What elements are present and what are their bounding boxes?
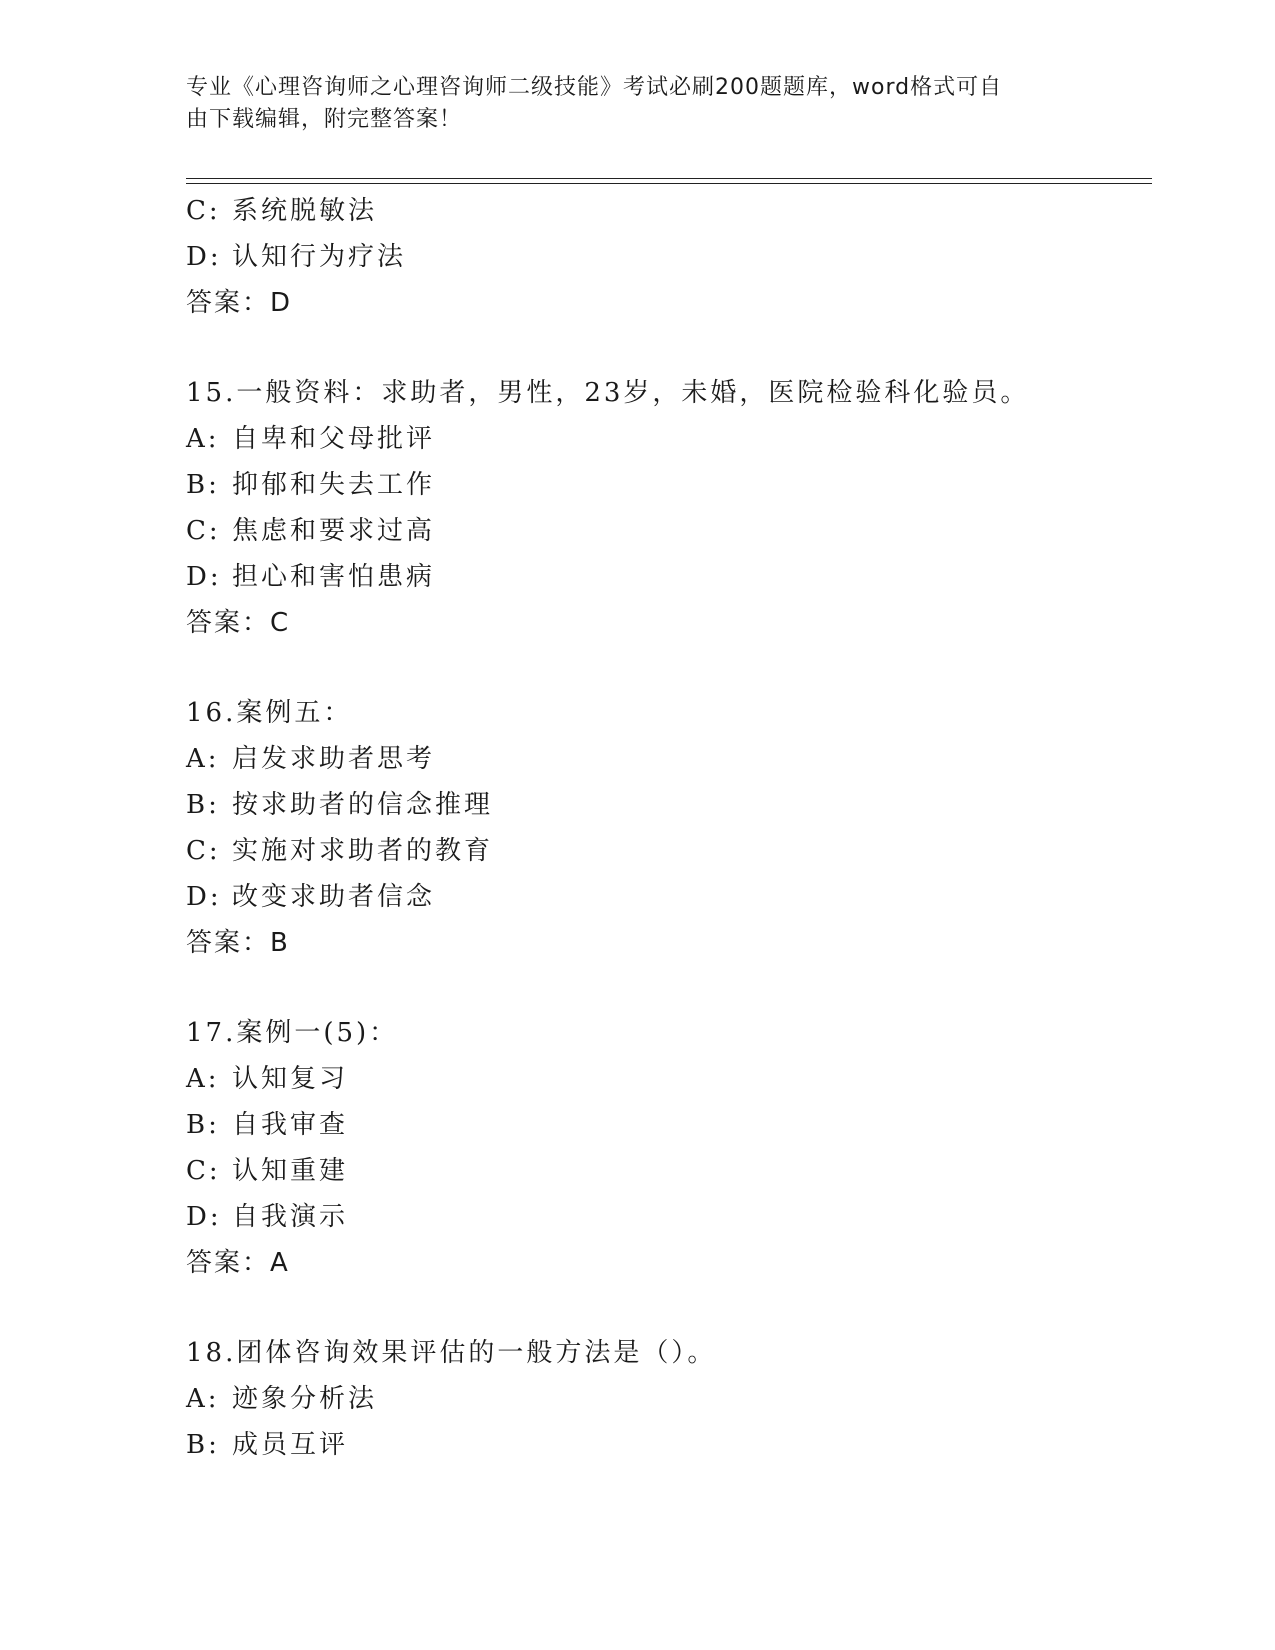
option-letter: A: xyxy=(186,744,220,774)
option-b xyxy=(186,462,1146,508)
question-15 xyxy=(186,370,1146,646)
question-16 xyxy=(186,690,1146,966)
header-line-1: 专业《心理咨询师之心理咨询师二级技能》考试必刷200题题库，word格式可自 xyxy=(186,75,1003,100)
option-text: 迹象分析法 xyxy=(232,1384,378,1414)
option-b xyxy=(186,782,1146,828)
option-d xyxy=(186,1194,1146,1240)
option-letter: B: xyxy=(186,1430,220,1460)
answer-line: 答案：D xyxy=(186,288,293,318)
option-text: 自我审查 xyxy=(232,1110,349,1140)
option-text: 认知复习 xyxy=(232,1064,349,1094)
option-letter: D: xyxy=(186,562,222,592)
option-text: 系统脱敏法 xyxy=(232,196,378,226)
option-d xyxy=(186,554,1146,600)
answer-line: 答案：A xyxy=(186,1248,290,1278)
option-letter: C: xyxy=(186,836,221,866)
spacer xyxy=(186,966,1146,1010)
answer-line: 答案：C xyxy=(186,608,291,638)
option-letter: C: xyxy=(186,516,221,546)
option-text: 认知重建 xyxy=(232,1156,349,1186)
option-a xyxy=(186,416,1146,462)
option-letter: B: xyxy=(186,470,220,500)
option-text: 成员互评 xyxy=(232,1430,349,1460)
question-stem: 16.案例五： xyxy=(186,698,353,728)
option-letter: D: xyxy=(186,1202,222,1232)
document-header xyxy=(186,72,1066,136)
question-18 xyxy=(186,1330,1146,1468)
option-text: 焦虑和要求过高 xyxy=(232,516,436,546)
option-text: 改变求助者信念 xyxy=(232,882,436,912)
option-a xyxy=(186,1376,1146,1422)
option-letter: A: xyxy=(186,424,220,454)
option-text: 按求助者的信念推理 xyxy=(232,790,494,820)
option-text: 抑郁和失去工作 xyxy=(232,470,436,500)
question-stem: 18.团体咨询效果评估的一般方法是（）。 xyxy=(186,1338,717,1368)
option-letter: D: xyxy=(186,242,222,272)
option-c xyxy=(186,508,1146,554)
option-b xyxy=(186,1422,1146,1468)
header-divider-bottom xyxy=(186,183,1152,184)
question-list xyxy=(186,188,1146,1468)
question-stem: 15.一般资料：求助者，男性，23岁，未婚，医院检验科化验员。 xyxy=(186,378,1030,408)
option-c xyxy=(186,828,1146,874)
header-divider-top xyxy=(186,178,1152,179)
option-a xyxy=(186,1056,1146,1102)
option-letter: A: xyxy=(186,1064,220,1094)
option-letter: C: xyxy=(186,196,221,226)
option-c xyxy=(186,188,1146,234)
option-d xyxy=(186,874,1146,920)
spacer xyxy=(186,646,1146,690)
option-text: 自卑和父母批评 xyxy=(232,424,436,454)
option-letter: A: xyxy=(186,1384,220,1414)
question-17 xyxy=(186,1010,1146,1286)
question-stem: 17.案例一(5)： xyxy=(186,1018,399,1048)
option-b xyxy=(186,1102,1146,1148)
option-letter: B: xyxy=(186,1110,220,1140)
answer-line: 答案：B xyxy=(186,928,290,958)
option-a xyxy=(186,736,1146,782)
option-text: 自我演示 xyxy=(232,1202,349,1232)
question-14-continued xyxy=(186,188,1146,326)
option-text: 担心和害怕患病 xyxy=(232,562,436,592)
spacer xyxy=(186,326,1146,370)
option-letter: D: xyxy=(186,882,222,912)
option-text: 启发求助者思考 xyxy=(232,744,436,774)
option-letter: C: xyxy=(186,1156,221,1186)
option-c xyxy=(186,1148,1146,1194)
option-text: 实施对求助者的教育 xyxy=(232,836,494,866)
option-text: 认知行为疗法 xyxy=(232,242,407,272)
spacer xyxy=(186,1286,1146,1330)
header-line-2: 由下载编辑，附完整答案！ xyxy=(186,107,463,132)
option-d xyxy=(186,234,1146,280)
option-letter: B: xyxy=(186,790,220,820)
